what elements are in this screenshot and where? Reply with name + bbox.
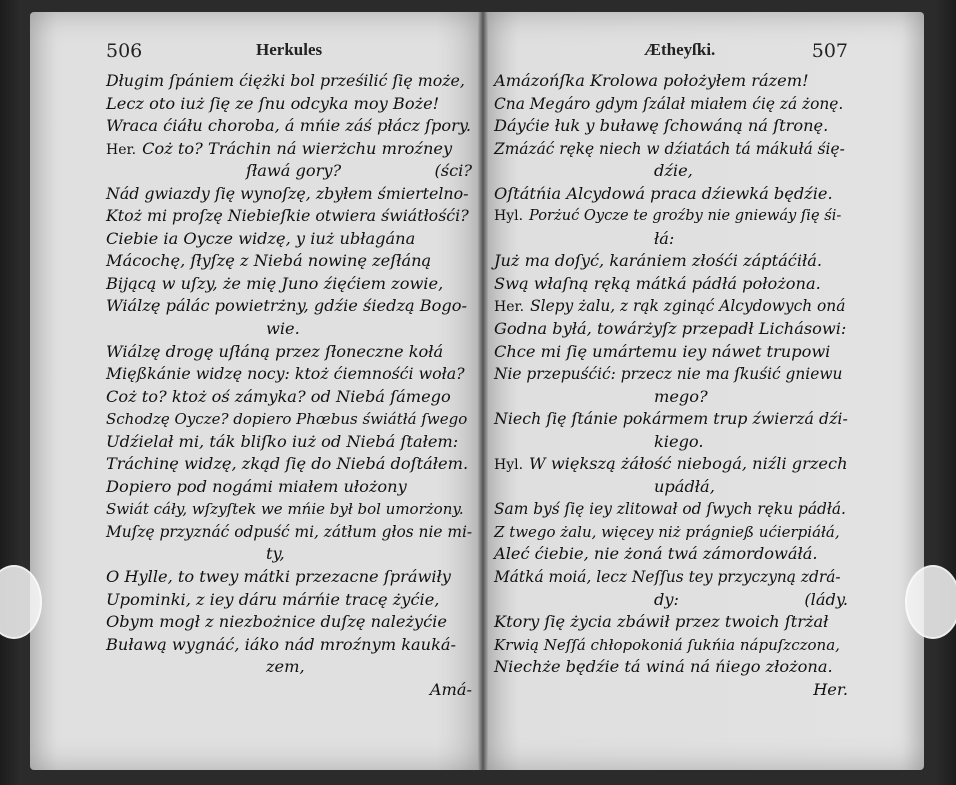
verse-text: Muſzę przyznáć odpuść mi, zátłum głos nie mi-: [106, 522, 473, 541]
verse-line: [494, 138, 848, 161]
verse-line: [106, 363, 472, 386]
verse-line: [106, 228, 472, 251]
verse-text: zem,: [266, 657, 305, 677]
verse-line: [494, 634, 848, 657]
verse-line: [494, 656, 848, 679]
verse-line: [106, 453, 472, 476]
verse-line: [106, 408, 472, 431]
verse-text: Lecz oto iuż ſię ze ſnu odcyka moy Boże!: [106, 93, 440, 113]
verse-text: Amázońſka Krolowa położyłem rázem!: [494, 71, 809, 90]
verse-line: [106, 70, 472, 93]
verse-text: łá:: [654, 228, 675, 248]
speaker-label: Hyl.: [494, 208, 524, 225]
verse-line: [106, 386, 472, 409]
speaker-label: Hyl.: [494, 457, 524, 474]
verse-line: [494, 363, 848, 386]
verse-text: Bijącą w uſzy, że mię Juno źięćiem zowie,: [106, 273, 444, 293]
verse-line: [106, 656, 472, 679]
catchword: [106, 679, 472, 702]
verse-line: [106, 521, 472, 544]
verse-text: ſławá gory?: [246, 161, 342, 181]
verse-line: [106, 611, 472, 634]
verse-text: kiego.: [654, 431, 704, 451]
verse-line: [106, 543, 472, 566]
verse-line: [106, 318, 472, 341]
verse-text: mego?: [654, 386, 708, 406]
verse-text: W większą żáłość niebogá, niźli grzech: [529, 454, 848, 474]
verse-line: [106, 250, 472, 273]
verse-line: [494, 160, 848, 183]
verse-line: [494, 205, 848, 228]
verse-text: Dáyćie łuk y buławę ſchowáną ná ſtronę.: [494, 116, 829, 136]
verse-line: [494, 93, 848, 116]
right-verse-lines: [494, 70, 848, 701]
verse-line: [106, 93, 472, 116]
verse-line: [106, 138, 472, 161]
verse-line: [106, 431, 472, 454]
verse-text: Już ma doſyć, karániem złośći záptáćiłá.: [494, 251, 823, 271]
verse-line: [106, 341, 472, 364]
line-turnover: (lády.: [804, 589, 848, 609]
speaker-label: Her.: [494, 299, 525, 316]
verse-text: Wiálzę pálác powietrżny, gdźie śiedzą Bogo-: [106, 296, 467, 316]
verse-line: [494, 611, 848, 634]
page-clip-right: [905, 565, 956, 639]
verse-text: Wraca ćiáłu choroba, á mńie záś płácz ſpory.: [106, 116, 471, 136]
verse-text: Cna Megáro gdym ſzálał miałem ćię zá żonę.: [494, 94, 844, 113]
verse-line: [494, 408, 848, 431]
verse-text: Nie przepuśćić: przecz nie ma ſkuśić gniewu: [494, 365, 843, 384]
verse-line: [494, 273, 848, 296]
verse-line: [106, 634, 472, 657]
verse-text: Zmázáć rękę niech w dźiatách tá mákułá śię-: [494, 139, 845, 158]
verse-text: Coż to? ktoż oś zámyka? od Niebá ſámego: [106, 386, 451, 406]
verse-line: [106, 115, 472, 138]
verse-line: [106, 273, 472, 296]
verse-text: Chce mi ſię umártemu iey náwet trupowi: [494, 341, 831, 361]
verse-text: Niech ſię ſtánie pokármem trup źwierzá dźi-: [494, 409, 848, 429]
verse-text: Długim ſpániem ćiężki bol prześilić ſię może,: [106, 71, 465, 90]
verse-text: Schodzę Oycze? dopiero Phœbus świátłá ſwego: [106, 410, 468, 429]
verse-text: O Hylle, to twey mátki przezacne ſpráwiły: [106, 567, 451, 587]
verse-line: [494, 476, 848, 499]
verse-text: upádłá,: [654, 476, 715, 496]
verse-text: Wiálzę drogę uſłáną przez ſłoneczne kołá: [106, 341, 444, 361]
verse-text: Krwią Neſſá chłopokoniá ſukńia nápuſzczona,: [494, 635, 840, 654]
verse-text: Mácochę, ſłyſzę z Niebá nowinę zeſłáną: [106, 251, 432, 271]
verse-line: [106, 476, 472, 499]
left-verse-lines: [106, 70, 472, 701]
verse-text: Godna byłá, towárżyſz przepadł Lichásowi:: [494, 319, 847, 339]
verse-text: Swiát cáły, wſzyſtek we mńie był bol umorżony.: [106, 500, 464, 519]
verse-text: dźie,: [654, 161, 693, 181]
verse-line: [494, 521, 848, 544]
verse-text: Niechże będźie tá winá ná ńiego złożona.: [494, 657, 833, 677]
verse-line: [494, 453, 848, 476]
verse-line: [106, 183, 472, 206]
verse-text: Sam byś ſię iey zlitował od ſwych ręku pádłá.: [494, 500, 846, 519]
verse-text: Buławą wygnáć, iáko nád mroźnym kauká-: [106, 634, 457, 654]
verse-text: Swą właſną ręką mátká pádłá położona.: [494, 273, 821, 293]
verse-text: Ktoż mi proſzę Niebieſkie otwiera świátłośći?: [106, 206, 469, 226]
verse-text: Tráchinę widzę, zkąd ſię do Niebá doſtáłem.: [106, 454, 469, 474]
verse-text: Obym mogł z niezbożnice duſzę należyćie: [106, 612, 447, 632]
verse-text: Amá-: [429, 679, 472, 699]
verse-text: Her.: [813, 679, 848, 699]
verse-text: Oſtátńia Alcydowá praca dźiewká będźie.: [494, 183, 833, 203]
verse-text: wie.: [266, 319, 300, 339]
verse-text: Slepy żalu, z rąk zginąć Alcydowych oná: [530, 297, 846, 316]
verse-line: [494, 318, 848, 341]
line-turnover: (ści?: [434, 161, 472, 181]
verse-line: [494, 543, 848, 566]
verse-line: [494, 250, 848, 273]
speaker-label: Her.: [106, 141, 137, 158]
book-gutter: [478, 12, 488, 770]
verse-line: [494, 70, 848, 93]
verse-text: dy:: [654, 589, 679, 609]
catchword: [494, 679, 848, 702]
left-header: [106, 40, 472, 62]
verse-line: [494, 431, 848, 454]
verse-line: [494, 386, 848, 409]
verse-text: Ciebie ia Oycze widzę, y iuż ubłagána: [106, 228, 416, 248]
verse-line: [494, 566, 848, 589]
verse-line: [106, 160, 472, 183]
running-head: Herkules: [256, 40, 323, 59]
verse-line: [494, 115, 848, 138]
verse-line: [106, 205, 472, 228]
verse-line: [106, 498, 472, 521]
verse-line: [494, 295, 848, 318]
verse-text: Dopiero pod nogámi miałem ułożony: [106, 476, 407, 496]
verse-text: Ktory ſię życia zbáwił przez twoich ſtrżał: [494, 612, 829, 632]
verse-text: ty,: [266, 544, 285, 564]
verse-text: Coż to? Tráchin ná wierżchu mroźney: [142, 138, 453, 158]
page-number: 506: [106, 40, 143, 62]
verse-line: [494, 341, 848, 364]
verse-text: Z twego żalu, więcey niż prágnieß ućierpiáłá,: [494, 522, 840, 541]
verse-text: Mátká moiá, lecz Neſſus tey przyczyną zdrá-: [494, 568, 841, 587]
verse-text: Porżuć Oycze te groźby nie gniewáy ſię śi-: [529, 207, 842, 225]
verse-text: Udźielał mi, ták bliſko iuż od Niebá ſtałem:: [106, 431, 459, 451]
verse-line: [494, 589, 848, 612]
verse-line: [106, 566, 472, 589]
verse-text: Upominki, z iey dáru márńie tracę żyćie,: [106, 589, 440, 609]
verse-line: [494, 498, 848, 521]
verse-line: [106, 589, 472, 612]
page-number: 507: [811, 40, 848, 62]
verse-text: Nád gwiazdy ſię wynoſzę, zbyłem śmiertelno-: [106, 183, 469, 203]
verse-line: [494, 228, 848, 251]
verse-line: [494, 183, 848, 206]
running-head: Ætheyſki.: [644, 40, 716, 59]
verse-line: [106, 295, 472, 318]
verse-text: Mięßkánie widzę nocy: ktoż ćiemnośći woła?: [106, 364, 465, 384]
verse-text: Aleć ćiebie, nie żoná twá zámordowáłá.: [494, 544, 818, 564]
